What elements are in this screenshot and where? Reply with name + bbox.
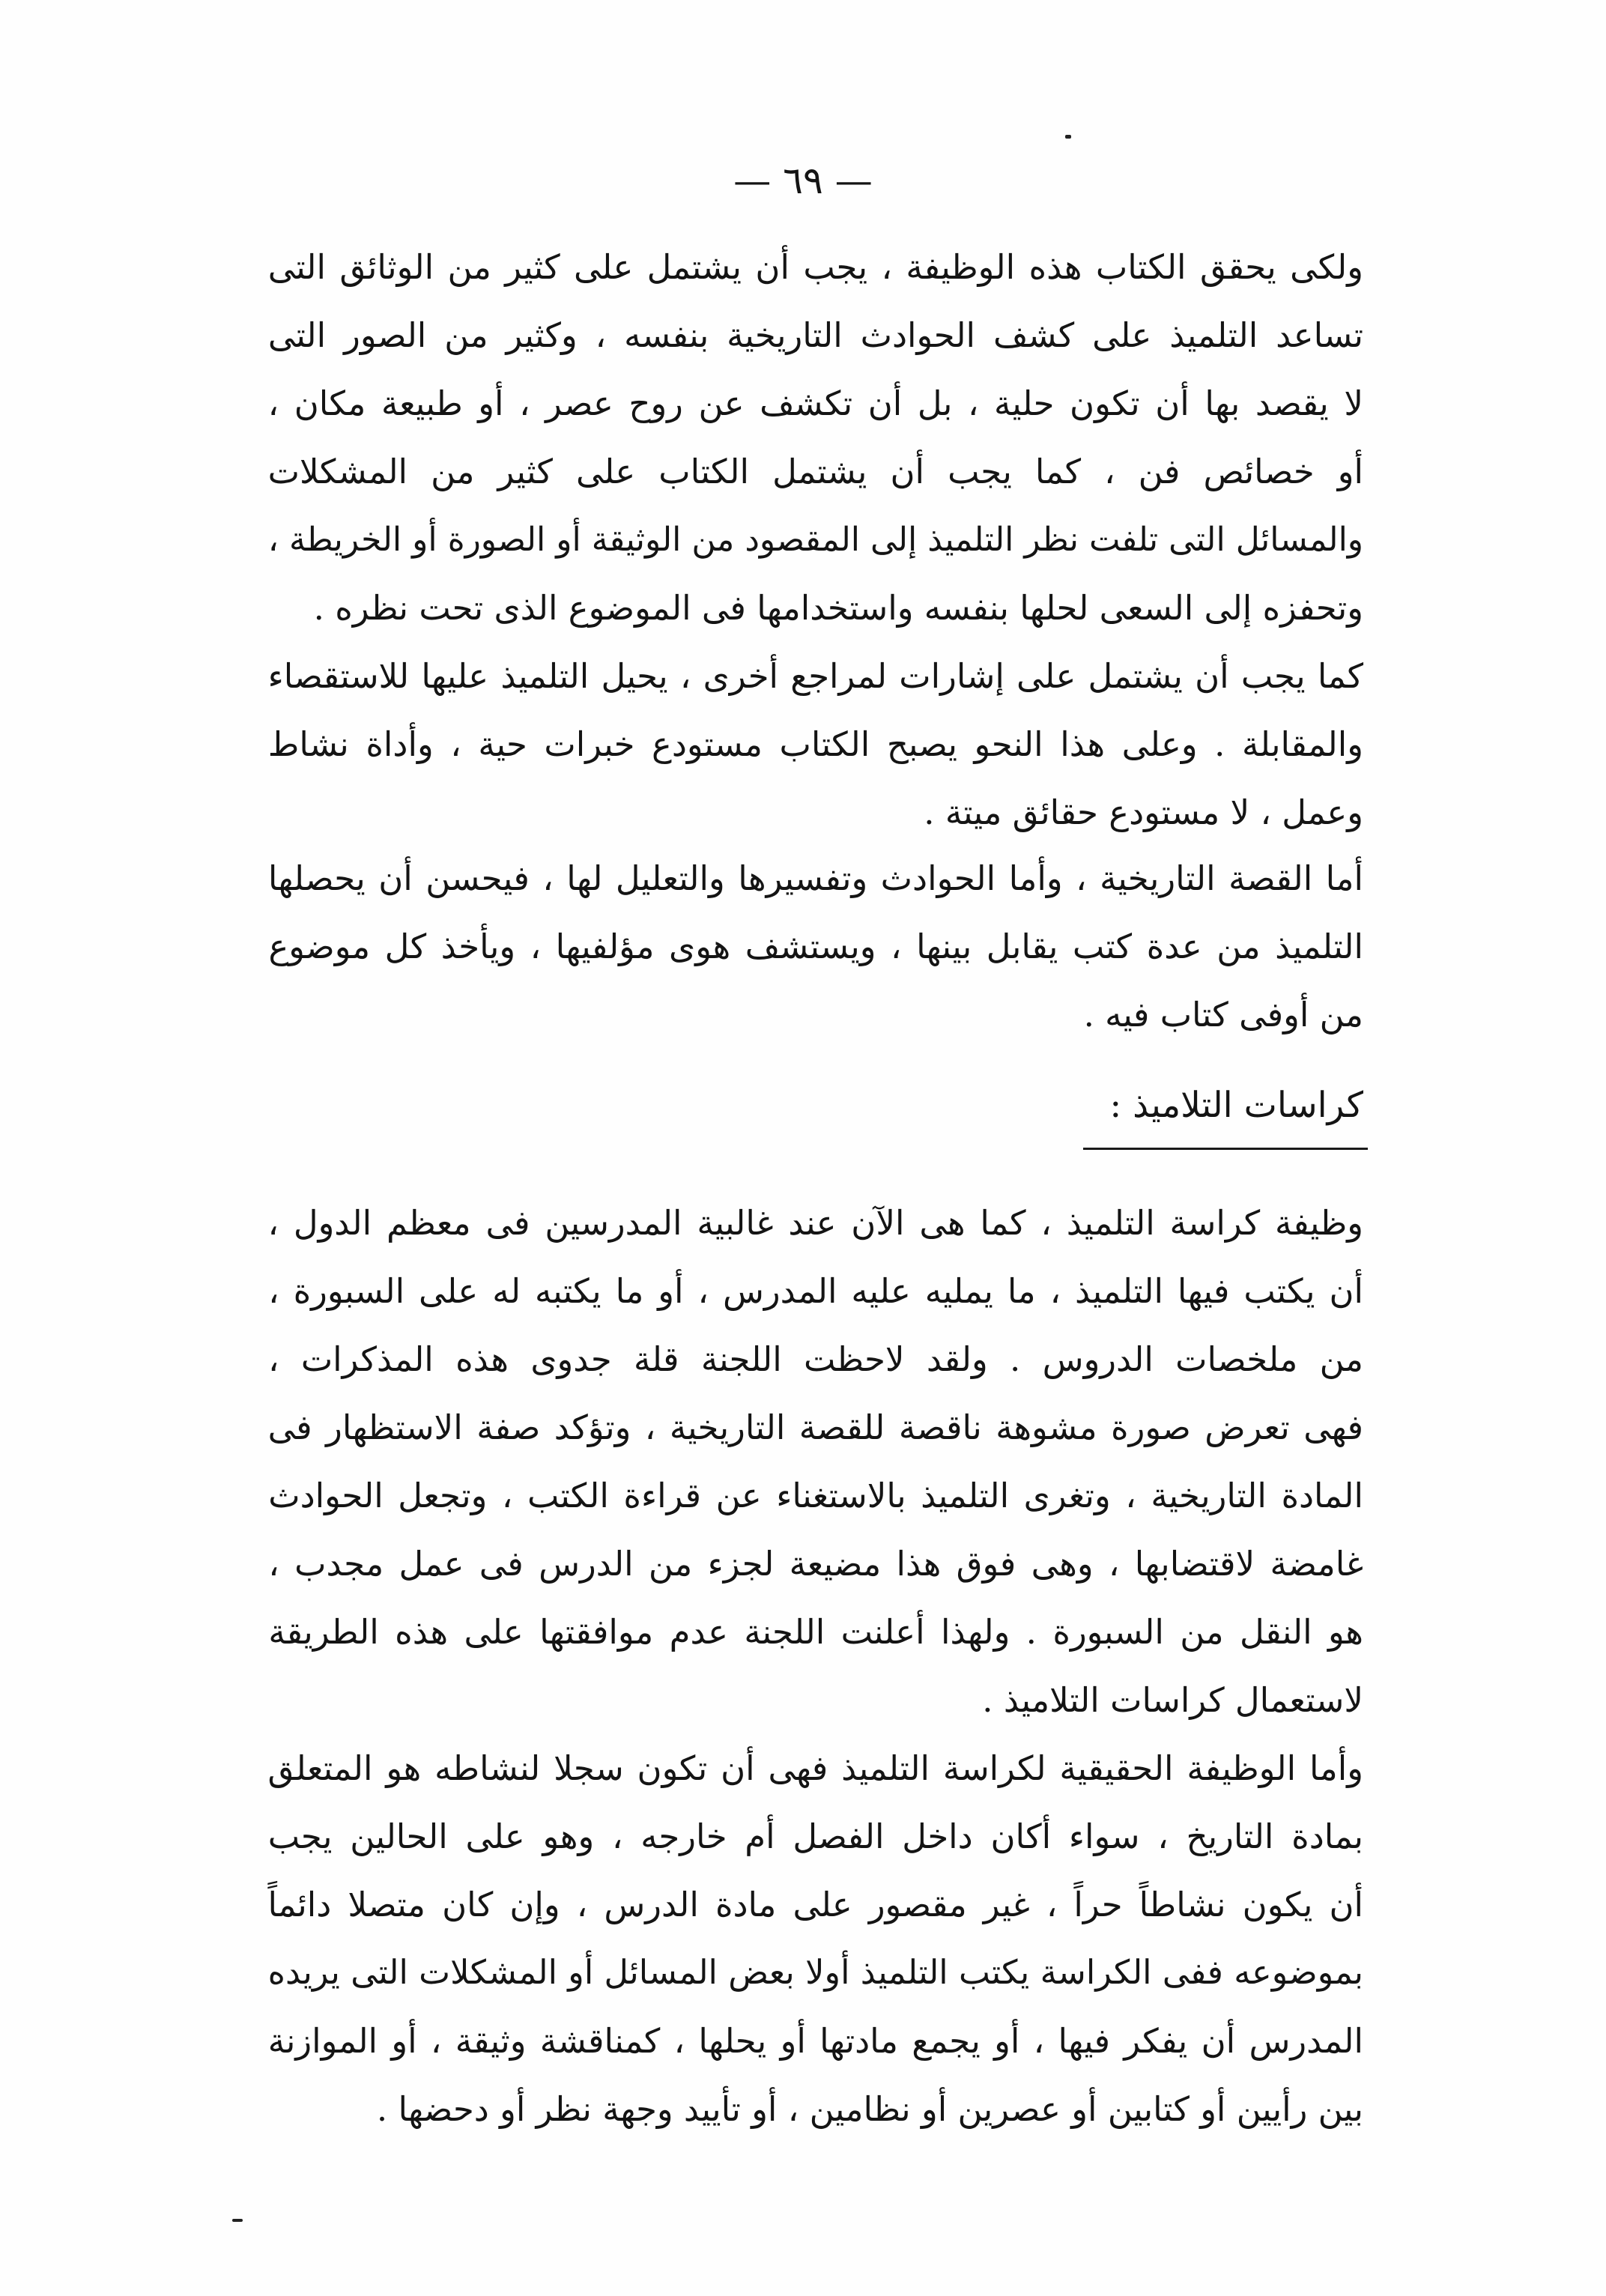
text-line: تساعد التلميذ على كشف الحوادث التاريخية بنفسه ، وكثير من الصور التى [267,315,1363,355]
paragraph-textbook-role [267,247,1363,832]
ink-speck [232,2219,243,2222]
text-line: من أوفى كتاب فيه . [1083,995,1363,1035]
text-line: لاستعمال كراسات التلاميذ . [982,1680,1363,1720]
text-line: وأما الوظيفة الحقيقية لكراسة التلميذ فهى أن تكون سجلا لنشاطه هو المتعلق [267,1748,1363,1788]
section-heading [1109,1085,1363,1126]
text-line: بموضوعه ففى الكراسة يكتب التلميذ أولا بعض المسائل أو المشكلات التى يريده [267,1953,1363,1992]
text-line: وتحفزه إلى السعى لحلها بنفسه واستخدامها فى الموضوع الذى تحت نظره . [313,588,1363,628]
text-line: هو النقل من السبورة . ولهذا أعلنت اللجنة عدم موافقتها على هذه الطريقة [268,1612,1363,1652]
page-number: — ٦٩ — [733,159,873,202]
text-line: التلميذ من عدة كتب يقابل بينها ، ويستشف هوى مؤلفيها ، ويأخذ كل موضوع [268,927,1363,966]
text-line: غامضة لاقتضابها ، وهى فوق هذا مضيعة لجزء من الدرس فى عمل مجدب ، [268,1544,1363,1584]
text-line: ولكى يحقق الكتاب هذه الوظيفة ، يجب أن يشتمل على كثير من الوثائق التى [267,247,1363,287]
text-line: وعمل ، لا مستودع حقائق ميتة . [924,793,1363,832]
heading-underline [1083,1148,1368,1150]
ink-speck [1065,135,1071,139]
text-line: المدرس أن يفكر فيها ، أو يجمع مادتها أو يحلها ، كمناقشة وثيقة ، أو الموازنة [267,2021,1363,2061]
text-line: من ملخصات الدروس . ولقد لاحظت اللجنة قلة جدوى هذه المذكرات ، [267,1339,1363,1379]
section-title: كراسات التلاميذ : [1109,1085,1363,1126]
text-line: أو خصائص فن ، كما يجب أن يشتمل الكتاب على كثير من المشكلات [267,452,1363,491]
paragraph-notebook-true-role [267,1748,1363,2129]
text-line: أن يكتب فيها التلميذ ، ما يمليه عليه المدرس ، أو ما يكتبه له على السبورة ، [268,1271,1363,1311]
text-line: المادة التاريخية ، وتغرى التلميذ بالاستغناء عن قراءة الكتب ، وتجعل الحوادث [268,1476,1363,1515]
text-line: أما القصة التاريخية ، وأما الحوادث وتفسيرها والتعليل لها ، فيحسن أن يحصلها [267,858,1363,898]
text-line: بمادة التاريخ ، سواء أكان داخل الفصل أم خارجه ، وهو على الحالين يجب [267,1817,1363,1856]
text-line: فهى تعرض صورة مشوهة ناقصة للقصة التاريخية ، وتؤكد صفة الاستظهار فى [267,1408,1363,1447]
paragraph-notebook-current-use [267,1203,1363,1720]
text-line: أن يكون نشاطاً حراً ، غير مقصور على مادة الدرس ، وإن كان متصلا دائماً [267,1885,1363,1924]
text-line: والمسائل التى تلفت نظر التلميذ إلى المقصود من الوثيقة أو الصورة أو الخريطة ، [267,521,1363,559]
text-line: لا يقصد بها أن تكون حلية ، بل أن تكشف عن روح عصر ، أو طبيعة مكان ، [267,384,1363,423]
paragraph-historical-story [267,858,1363,1035]
text-line: وظيفة كراسة التلميذ ، كما هى الآن عند غالبية المدرسين فى معظم الدول ، [267,1203,1363,1243]
text-line: والمقابلة . وعلى هذا النحو يصبح الكتاب مستودع خبرات حية ، وأداة نشاط [267,724,1363,764]
text-line: كما يجب أن يشتمل على إشارات لمراجع أخرى ، يحيل التلميذ عليها للاستقصاء [267,656,1363,696]
text-line: بين رأيين أو كتابين أو عصرين أو نظامين ، أو تأييد وجهة نظر أو دحضها . [376,2089,1363,2129]
